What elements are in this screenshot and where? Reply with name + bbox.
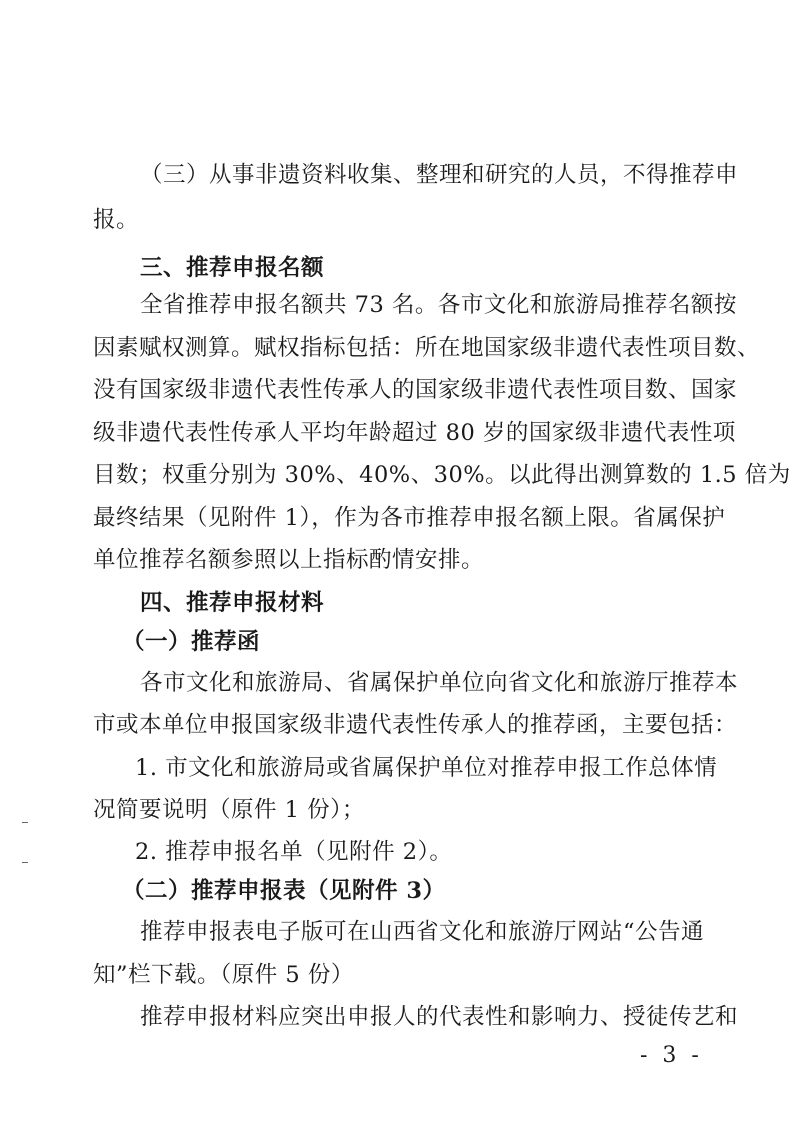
paragraph-line: 况简要说明（原件 1 份）；: [93, 797, 365, 823]
paragraph-line: 各市文化和旅游局、省属保护单位向省文化和旅游厅推荐本: [140, 670, 739, 696]
paragraph-line: 全省推荐申报名额共 73 名。各市文化和旅游局推荐名额按: [140, 292, 737, 318]
paragraph-line: 推荐申报材料应突出申报人的代表性和影响力、授徒传艺和: [140, 1004, 739, 1030]
paragraph-line: 报。: [93, 207, 140, 233]
paragraph-line: 级非遗代表性传承人平均年龄超过 80 岁的国家级非遗代表性项: [93, 420, 736, 446]
section-heading-quota: 三、推荐申报名额: [140, 255, 325, 281]
page-number: - 3 -: [640, 1043, 703, 1068]
margin-mark: [22, 862, 28, 863]
paragraph-line: 目数；权重分别为 30%、40%、30%。以此得出测算数的 1.5 倍为: [93, 462, 791, 488]
paragraph-line: （三）从事非遗资料收集、整理和研究的人员，不得推荐申: [140, 162, 739, 188]
margin-mark: [22, 822, 28, 823]
paragraph-line: 没有国家级非遗代表性传承人的国家级非遗代表性项目数、国家: [93, 377, 738, 403]
paragraph-line: 市或本单位申报国家级非遗代表性传承人的推荐函，主要包括：: [93, 712, 738, 738]
subsection-heading-form: （二）推荐申报表（见附件 3）: [122, 878, 446, 904]
paragraph-line: 因素赋权测算。赋权指标包括：所在地国家级非遗代表性项目数、: [93, 335, 761, 361]
paragraph-line: 最终结果（见附件 1），作为各市推荐申报名额上限。省属保护: [93, 505, 726, 531]
subsection-heading-letter: （一）推荐函: [122, 629, 261, 655]
paragraph-line: 推荐申报表电子版可在山西省文化和旅游厅网站“公告通: [140, 919, 705, 945]
list-item: 1. 市文化和旅游局或省属保护单位对推荐申报工作总体情: [135, 755, 718, 781]
paragraph-line: 知”栏下载。（原件 5 份）: [93, 962, 354, 988]
paragraph-line: 单位推荐名额参照以上指标酌情安排。: [93, 547, 485, 573]
list-item: 2. 推荐申报名单（见附件 2）。: [135, 839, 453, 865]
section-heading-materials: 四、推荐申报材料: [140, 590, 325, 616]
